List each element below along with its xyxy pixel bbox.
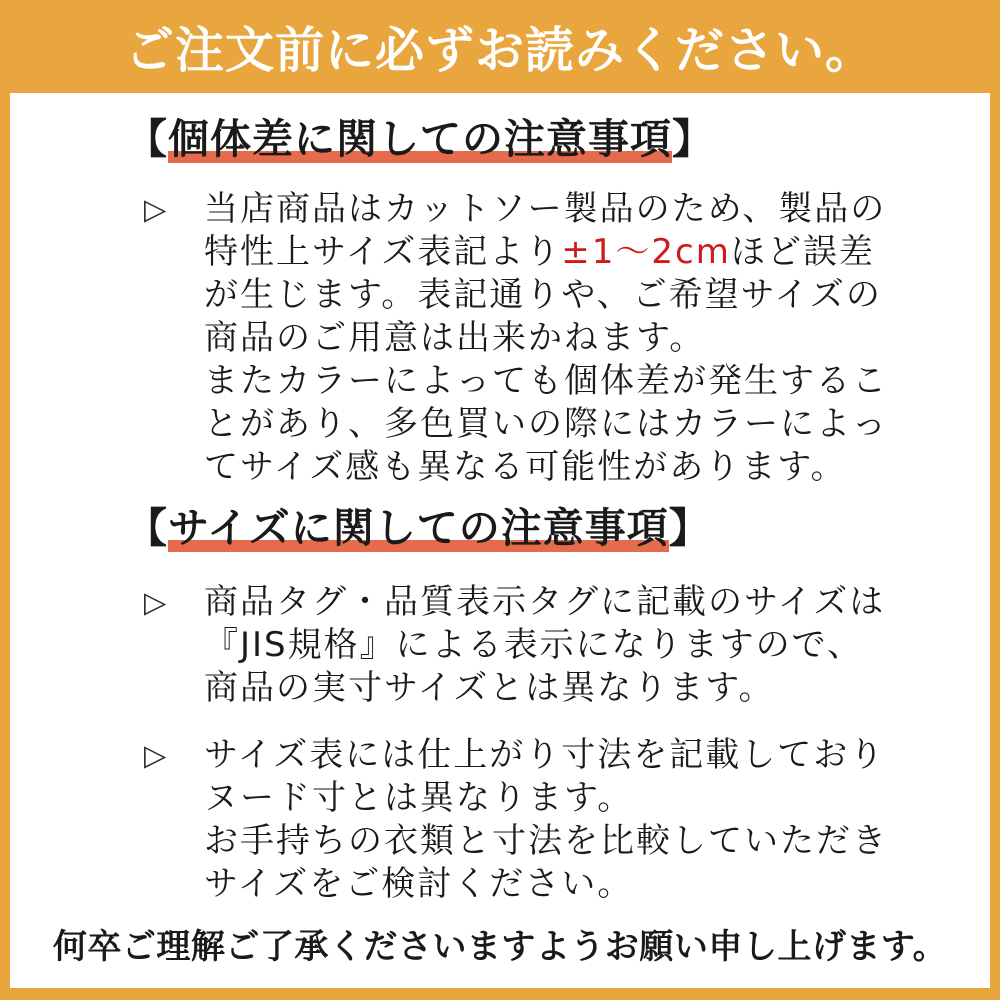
section2-bullet-2 [144, 734, 990, 906]
text-segment: ほど誤差 [730, 232, 875, 272]
content-area [10, 93, 990, 988]
text-line: お手持ちの衣類と寸法を比較していただき [204, 821, 888, 861]
text-line [204, 231, 888, 274]
section1-heading-text: 個体差に関しての注意事項 [168, 115, 672, 163]
section2-paragraph-2 [204, 734, 888, 906]
section2-heading [126, 505, 990, 551]
triangle-bullet-icon: ▷ [144, 738, 167, 772]
section2-paragraph-1 [204, 581, 885, 710]
text-line: 商品の実寸サイズとは異なります。 [204, 668, 775, 708]
text-line: とがあり、多色買いの際にはカラーによっ [204, 404, 888, 444]
section1-heading [126, 116, 990, 162]
text-line: 商品のご用意は出来かねます。 [204, 318, 706, 358]
text-line: サイズ表には仕上がり寸法を記載しており [204, 735, 886, 775]
bottom-closing-note: 何卒ご理解ご了承くださいますようお願い申し上げます。 [52, 927, 948, 967]
text-line: ヌード寸とは異なります。 [204, 778, 634, 818]
text-segment: 特性上サイズ表記より [204, 232, 562, 272]
text-line: 商品タグ・品質表示タグに記載のサイズは [204, 582, 886, 622]
text-line: 当店商品はカットソー製品のため、製品の [204, 189, 887, 229]
bracket-open: 【 [126, 504, 168, 552]
text-line: サイズをご検討ください。 [204, 864, 634, 904]
triangle-bullet-icon: ▷ [144, 192, 167, 226]
size-tolerance-value: ±1〜2cm [561, 232, 731, 272]
top-banner-title: ご注文前に必ずお読みください。 [124, 21, 875, 79]
text-line: またカラーによっても個体差が発生するこ [204, 361, 888, 401]
section1-bullet [144, 188, 990, 489]
text-line: 『JIS規格』による表示になりますので、 [204, 625, 863, 665]
bracket-close: 】 [672, 115, 714, 163]
text-line: てサイズ感も異なる可能性があります。 [204, 447, 847, 487]
top-banner [0, 0, 1000, 93]
section2-bullet-1 [144, 581, 990, 710]
section1-paragraph [204, 188, 888, 489]
section2-heading-text: サイズに関しての注意事項 [168, 504, 669, 552]
triangle-bullet-icon: ▷ [144, 585, 167, 619]
bracket-close: 】 [668, 504, 711, 552]
text-line: が生じます。表記通りや、ご希望サイズの [204, 275, 882, 315]
bracket-open: 【 [126, 115, 168, 163]
